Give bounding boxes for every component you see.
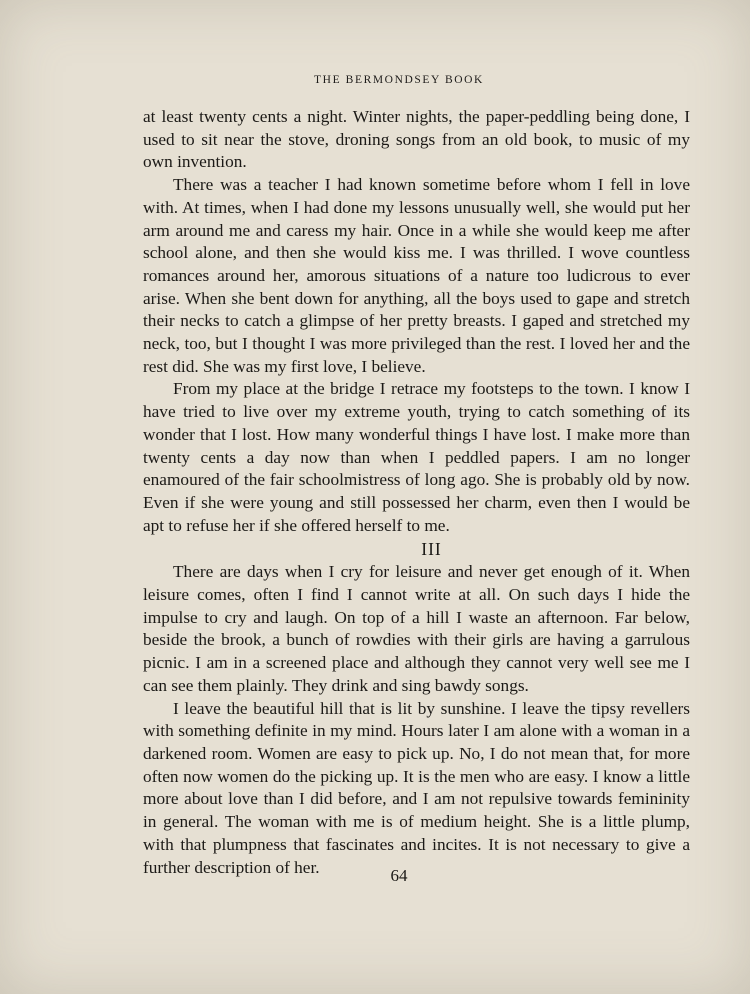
running-header: THE BERMONDSEY BOOK [314, 74, 484, 86]
page-number: 64 [390, 866, 408, 885]
paragraph-teacher: There was a teacher I had known sometime before whom I fell in love with. At times, when I had done my lessons unusually well, she would put her arm around me and caress my hair. Once in a while she would keep me after school alone, and then she would kiss me. I was thrilled. I wove countless romances around her, amorous situations of a nature too ludicrous to ever arise. When she bent down for anything, all the boys used to gape and stretch their necks to catch a glimpse of her pretty breasts. I gaped and stretched my neck, too, but I thought I was more privileged than the rest. I loved her and the rest did. She was my first love, I believe. [143, 175, 690, 376]
body-text [143, 106, 690, 879]
section-heading: III [421, 539, 442, 560]
paragraph-bridge: From my place at the bridge I retrace my footsteps to the town. I know I have tried to live over my extreme youth, trying to catch something of its wonder that I lost. How many wonderful things I have lost. I make more than twenty cents a day now than when I peddled papers. I am no longer enamoured of the fair schoolmistress of long ago. She is probably old by now. Even if she were young and still possessed her charm, even then I would be apt to refuse her if she offered herself to me. [143, 379, 690, 535]
paragraph-leisure: There are days when I cry for leisure and never get enough of it. When leisure comes, often I find I cannot write at all. On such days I hide the impulse to cry and laugh. On top of a hill I waste an afternoon. Far below, beside the brook, a bunch of rowdies with their girls are having a garrulous picnic. I am in a screened place and although they cannot very well see me I can see them plainly. They drink and sing bawdy songs. [143, 562, 690, 695]
paragraph-continuation: at least twenty cents a night. Winter nights, the paper-peddling being done, I used to sit near the stove, droning songs from an old book, to music of my own invention. [143, 107, 690, 172]
paragraph-hill: I leave the beautiful hill that is lit by sunshine. I leave the tipsy revellers with something definite in my mind. Hours later I am alone with a woman in a darkened room. Women are easy to pick up. No, I do not mean that, for more often now women do the picking up. It is the men who are easy. I know a little more about love than I did before, and I am not repulsive towards femininity in general. The woman with me is of medium height. She is a little plump, with that plumpness that fascinates and incites. It is not necessary to give a further description of her. [143, 698, 690, 877]
